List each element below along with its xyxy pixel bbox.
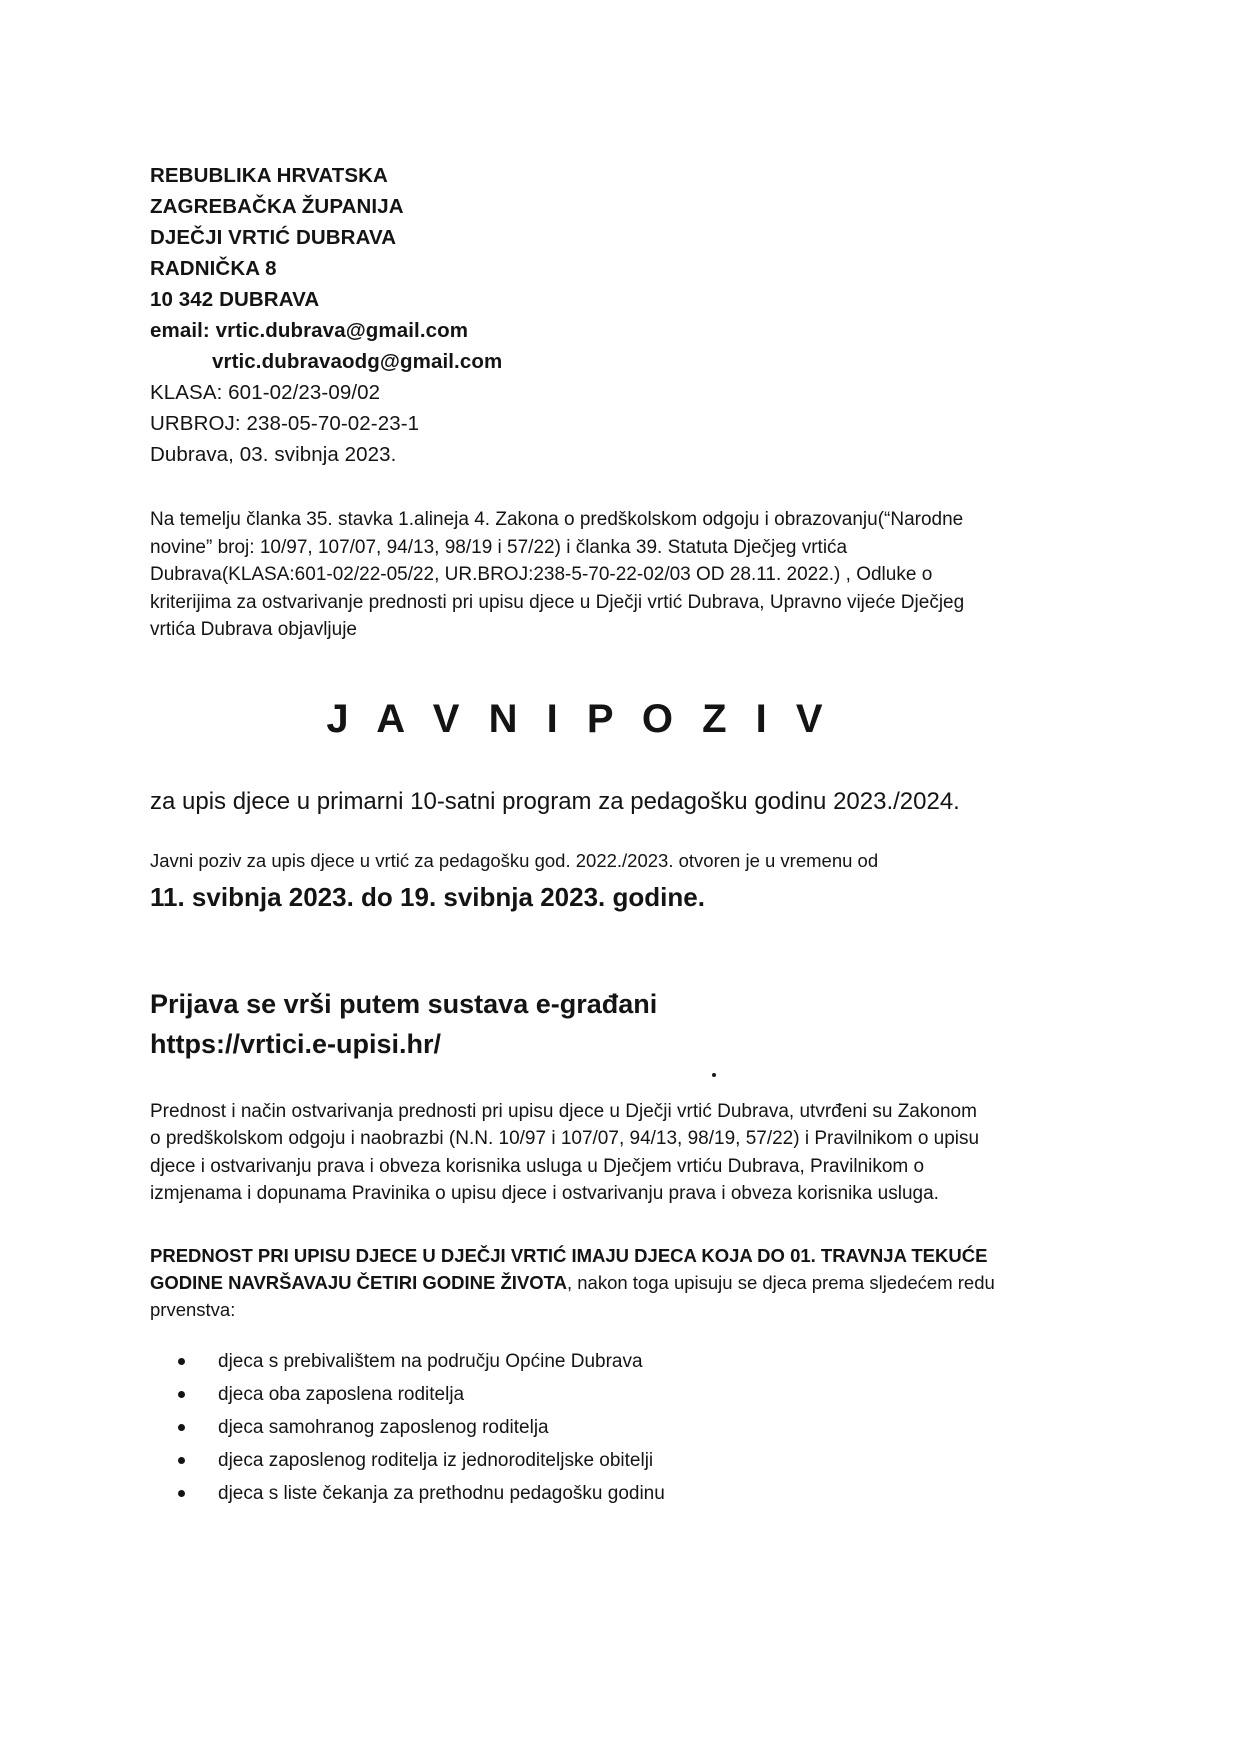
letterhead-line-street: RADNIČKA 8 — [150, 257, 277, 280]
list-item-label: djeca oba zaposlena roditelja — [218, 1383, 465, 1405]
list-item-label: djeca s liste čekanja za prethodnu pedagošku godinu — [218, 1482, 665, 1504]
egradani-url[interactable]: https://vrtici.e-upisi.hr/ — [150, 1028, 442, 1059]
reference-block — [150, 377, 1000, 470]
list-item — [150, 1345, 1000, 1378]
bullet-icon — [178, 1358, 185, 1365]
list-item — [150, 1411, 1000, 1444]
page-title: J A V N I P O Z I V — [326, 696, 832, 741]
document-content — [150, 160, 1000, 1510]
bullet-icon — [178, 1424, 185, 1431]
list-item-label: djeca zaposlenog roditelja iz jednoroditeljske obitelji — [218, 1449, 654, 1471]
notice-intro: Javni poziv za upis djece u vrtić za pedagošku god. 2022./2023. otvoren je u vremenu od — [150, 849, 879, 871]
letterhead-block — [150, 160, 1000, 377]
list-item — [150, 1378, 1000, 1411]
stray-dot-artifact — [712, 1073, 716, 1077]
egradani-block — [150, 984, 1000, 1064]
legal-basis-paragraph: Na temelju članka 35. stavka 1.alineja 4. Zakona o predškolskom odgoju i obrazovanju(“Narodne novine” broj: 10/97, 107/07, 94/13, 98/19 i 57/22) i članka 39. Statuta Dječjeg vrtića Dubrava(KLASA:601-02/22-05/22, UR.BROJ:238-5-70-22-02/03 OD 28.11. 2022.) , Odluke o kriterijima za ostvarivanje prednosti pri upisu djece u Dječji vrtić Dubrava, Upravno vijeće Dječjeg vrtića Dubrava objavljuje — [150, 509, 965, 640]
notice-dates: 11. svibnja 2023. do 19. svibnja 2023. godine. — [150, 881, 705, 912]
letterhead-email-secondary: vrtic.dubravaodg@gmail.com — [212, 350, 503, 373]
document-subtitle: za upis djece u primarni 10-satni program za pedagošku godinu 2023./2024. — [150, 787, 960, 815]
reference-klasa: KLASA: 601-02/23-09/02 — [150, 381, 381, 404]
priority-heading-bold: PREDNOST PRI UPISU DJECE U DJEČJI VRTIĆ IMAJU DJECA KOJA DO 01. TRAVNJA TEKUĆE GODINE NAVRŠAVAJU ČETIRI GODINE ŽIVOTA — [150, 1244, 988, 1293]
list-item — [150, 1444, 1000, 1477]
list-item-label: djeca s prebivalištem na području Općine Dubrava — [218, 1350, 643, 1372]
letterhead-email-primary: email: vrtic.dubrava@gmail.com — [150, 319, 469, 342]
bullet-icon — [178, 1457, 185, 1464]
list-item — [150, 1477, 1000, 1510]
priority-list — [150, 1345, 1000, 1510]
bullet-icon — [178, 1391, 185, 1398]
bullet-icon — [178, 1490, 185, 1497]
reference-urbroj: URBROJ: 238-05-70-02-23-1 — [150, 412, 420, 435]
letterhead-line-postal-city: 10 342 DUBRAVA — [150, 288, 320, 311]
priority-heading-rest: , nakon toga upisuju se djeca prema sljedećem redu prvenstva: — [150, 1271, 995, 1320]
letterhead-line-county: ZAGREBAČKA ŽUPANIJA — [150, 195, 404, 218]
egradani-instruction: Prijava se vrši putem sustava e-građani — [150, 988, 658, 1019]
letterhead-line-institution: DJEČJI VRTIĆ DUBRAVA — [150, 226, 397, 249]
letterhead-line-country: REBUBLIKA HRVATSKA — [150, 164, 388, 187]
list-item-label: djeca samohranog zaposlenog roditelja — [218, 1416, 549, 1438]
priority-heading — [150, 1242, 995, 1323]
reference-place-date: Dubrava, 03. svibnja 2023. — [150, 443, 397, 466]
advantages-paragraph: Prednost i način ostvarivanja prednosti pri upisu djece u Dječji vrtić Dubrava, utvrđeni su Zakonom o predškolskom odgoju i naobrazbi (N.N. 10/97 i 107/07, 94/13, 98/19, 57/22) i Pravilnikom o upisu djece i ostvarivanju prava i obveza korisnika usluga u Dječjem vrtiću Dubrava, Pravilnikom o izmjenama i dopunama Pravinika o upisu djece i ostvarivanju prava i obveza korisnika usluga. — [150, 1100, 980, 1204]
